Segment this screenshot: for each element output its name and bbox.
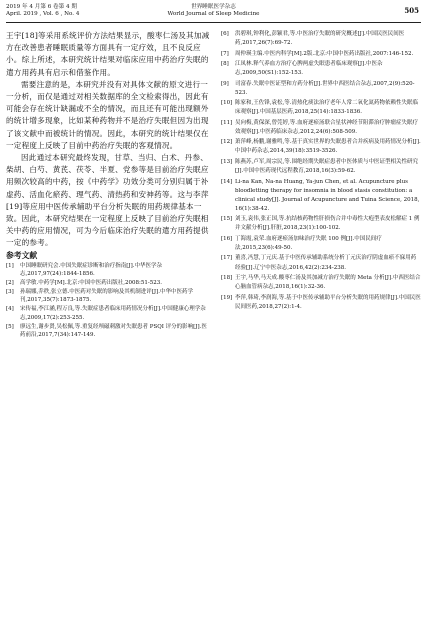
reference-item: [221, 254, 421, 272]
reference-number: [17]: [221, 255, 233, 262]
reference-number: [14]: [221, 178, 233, 185]
body-paragraph: 需要注意的是，本研究并没有对具体文献的原文进行一一分析，而仅是通过对相关数据库的全文检索得出，因此有可能会存在统计缺漏或不全的情况，而且还有可能出现额外的统计增多现象，比如某种药物并不是治疗失眠但因为出现了该文献中而被统计的情况。因此，本研究的统计结果仅在一定程度上反映了目前中药治疗失眠的客观情况。: [6, 79, 209, 150]
reference-list-right: [221, 30, 421, 312]
reference-number: [18]: [221, 275, 233, 282]
reference-item: [221, 138, 421, 156]
reference-number: [10]: [221, 100, 233, 107]
running-header: [6, 4, 421, 23]
reference-number: [19]: [221, 294, 233, 301]
reference-item: [221, 119, 421, 137]
reference-item: [221, 294, 421, 312]
reference-number: [12]: [221, 139, 233, 146]
reference-number: [16]: [221, 235, 233, 242]
reference-text: 陈燕苏,卢军,周宗民,等.围绝经期失眠症患者中医体质与中医证型相关性研究[J].中国中医药现代远程教育,2018,16(3):59-62.: [235, 158, 418, 175]
reference-item: [221, 60, 421, 78]
reference-number: [13]: [221, 158, 233, 165]
reference-text: 李萍,韩琦,李润海,等.基于中医传承辅助平台分析失眠的用药规律[J].中国民医民间医药,2018,27(2):1-4.: [235, 294, 421, 310]
reference-item: [6, 262, 211, 279]
reference-text: 董喜,冯慧,丁元庆.基于中医传承辅助系统分析丁元庆治疗阴虚血瘀不寐用药经验[J].辽宁中医杂志,2016,42(2):234-238.: [235, 255, 417, 271]
reference-text: 吴向梅,黄保深,曾莞婷,等.血府逐瘀汤联合星状神经节阻滞治疗肿瘤症失眠疗效观察[J].中医药临床杂志,2012,24(6):508-509.: [235, 119, 418, 135]
reference-text: 孙瑞娜,乔秩,张立德.中医药对失眠的影响及其机制进评[J].中华中医药学刊,2017,35(7):1873-1875.: [20, 288, 193, 304]
page-number: 505: [404, 6, 419, 15]
reference-text: 刘玉,袁伟,张正国,等.抗结核药物性肝损伤合并中毒性大疱型表皮松解症 1 例并文献分析[J].肝脏,2018,23(1):100-102.: [235, 216, 420, 232]
references-heading: 参考文献: [6, 250, 38, 260]
reference-text: 丁海霞,袁荣.血府逐瘀汤加味治疗失眠 100 例[J].中国民间疗法,2015,23(6):49-50.: [235, 235, 382, 251]
reference-item: [221, 215, 421, 233]
right-column: [221, 30, 421, 313]
reference-number: [11]: [221, 119, 233, 126]
reference-number: [6]: [221, 31, 229, 37]
reference-text: 中国睡眠研究会.中国失眠症诊断和治疗指南[J].中华医学杂志,2017,97(24):1844-1856.: [20, 262, 162, 278]
reference-item: [6, 279, 211, 287]
reference-number: [9]: [221, 80, 229, 87]
reference-list-left: [6, 262, 211, 340]
reference-item: [6, 305, 211, 322]
reference-text: 宋传福,李江涵,程万良,等.失眠症患者临床用药情况分析[J].中国健康心理学杂志,2009,17(2):253-255.: [20, 306, 206, 321]
reference-number: [5]: [6, 323, 14, 330]
reference-text: 王宇,马华,马天成.酸枣仁汤及其加减方治疗失眠的 Meta 分析[J].中西医结合心脑血管病杂志,2018,16(1):32-36.: [235, 275, 421, 291]
reference-item: [221, 30, 421, 48]
reference-item: [221, 50, 421, 59]
reference-number: [4]: [6, 306, 14, 313]
issue-info-cn: 2019 年 4 月第 6 卷第 4 期: [6, 4, 77, 10]
reference-text: 萧萍峰,杨鹏,谢雅鸣,等.基于真实世界的失眠患者合并疾病及用药情况分析[J].中国中药杂志,2014,39(18):3519-3526.: [235, 139, 421, 155]
left-column: [6, 30, 211, 340]
reference-item: [6, 288, 211, 305]
journal-title: [6, 4, 421, 18]
reference-item: [221, 235, 421, 253]
reference-number: [1]: [6, 262, 14, 269]
body-paragraph: 因此通过本研究最终发现，甘草、当归、白术、丹参、柴胡、白芍、黄芪、茯苓、半夏、党参等是目前治疗失眠应用频次较高的中药，按《中药学》功效分类可分别归属于补虚药、活血化瘀药、理气药、清热药和安神药等。这与李萍[19]等应用中医传承辅助平台分析失眠的用药规律基本一致。因此，本研究结果在一定程度上反映了目前治疗失眠相关中药的应用情况，可为今后临床治疗失眠的遣方用药提供一定的参考。: [6, 153, 209, 248]
reference-text: 高学敏.中药学[M].北京:中国中医药出版社,2008:51-523.: [20, 279, 162, 286]
reference-text: 江凤林.释气养血方治疗心脾两虚失眠患者临床观察[J].中医杂志,2009,50(S1):152-153.: [235, 61, 383, 77]
issue-info-en: April. 2019 , Vol. 6 , No. 4: [6, 11, 80, 17]
reference-item: [6, 323, 211, 340]
reference-item: [221, 274, 421, 292]
reference-text: 洪碧琪,钟利化,彭颖君,等.中医治疗失眠的研究概述[J].中国民医民间医药,2017,26(7):69-72.: [235, 31, 405, 47]
reference-text: Li-na Kan, Na-na Huang, Ya-jun Chen, et al. Acupuncture plus bloodletting therapy for insomnia in blood stasis constitution: a clinical study[J]. Journal of Acupuncture and Tuina Science, 2018, 16(1):38-42.: [235, 178, 420, 212]
reference-number: [8]: [221, 61, 229, 68]
body-paragraph: 王宇[18]等采用系统评价方法结果显示，酸枣仁汤及其加减方在改善患者睡眠质量等方面具有一定疗效，且不良反应小。综上所述，本研究统计结果对临床应用中药治疗失眠的遣方用药具有启示和借鉴作用。: [6, 31, 210, 77]
reference-number: [3]: [6, 288, 14, 295]
reference-text: 司富春.失眠中医证型和方药分析[J].世界中西医结合杂志,2007,2(9):520-523.: [235, 80, 415, 96]
reference-text: 廖远生,谢步贤,吴松佩,等.重复经颅磁刺激对失眠患者 PSQI 评分的影响[J].医药前沿,2017,7(34):147-149.: [20, 323, 207, 338]
reference-item: [221, 80, 421, 98]
journal-title-cn: 世界睡眠医学杂志: [191, 4, 236, 10]
journal-title-en: World Journal of Sleep Medicine: [167, 11, 260, 17]
reference-text: 陈家和,王佐锋,袁松,等.清热化痰法治疗老年人常二氧化氮药物依赖性失眠临床观察[J].中国基层医药,2018,25(14):1833-1836.: [235, 100, 418, 116]
reference-text: 周仲瑛主编.中医内科学[M].2版.北京:中国中医药出版社,2007:146-152.: [235, 50, 414, 57]
reference-number: [7]: [221, 50, 229, 57]
reference-item: [221, 158, 421, 176]
reference-item: [221, 178, 421, 214]
reference-number: [2]: [6, 279, 14, 286]
reference-number: [15]: [221, 216, 233, 223]
reference-item: [221, 99, 421, 117]
